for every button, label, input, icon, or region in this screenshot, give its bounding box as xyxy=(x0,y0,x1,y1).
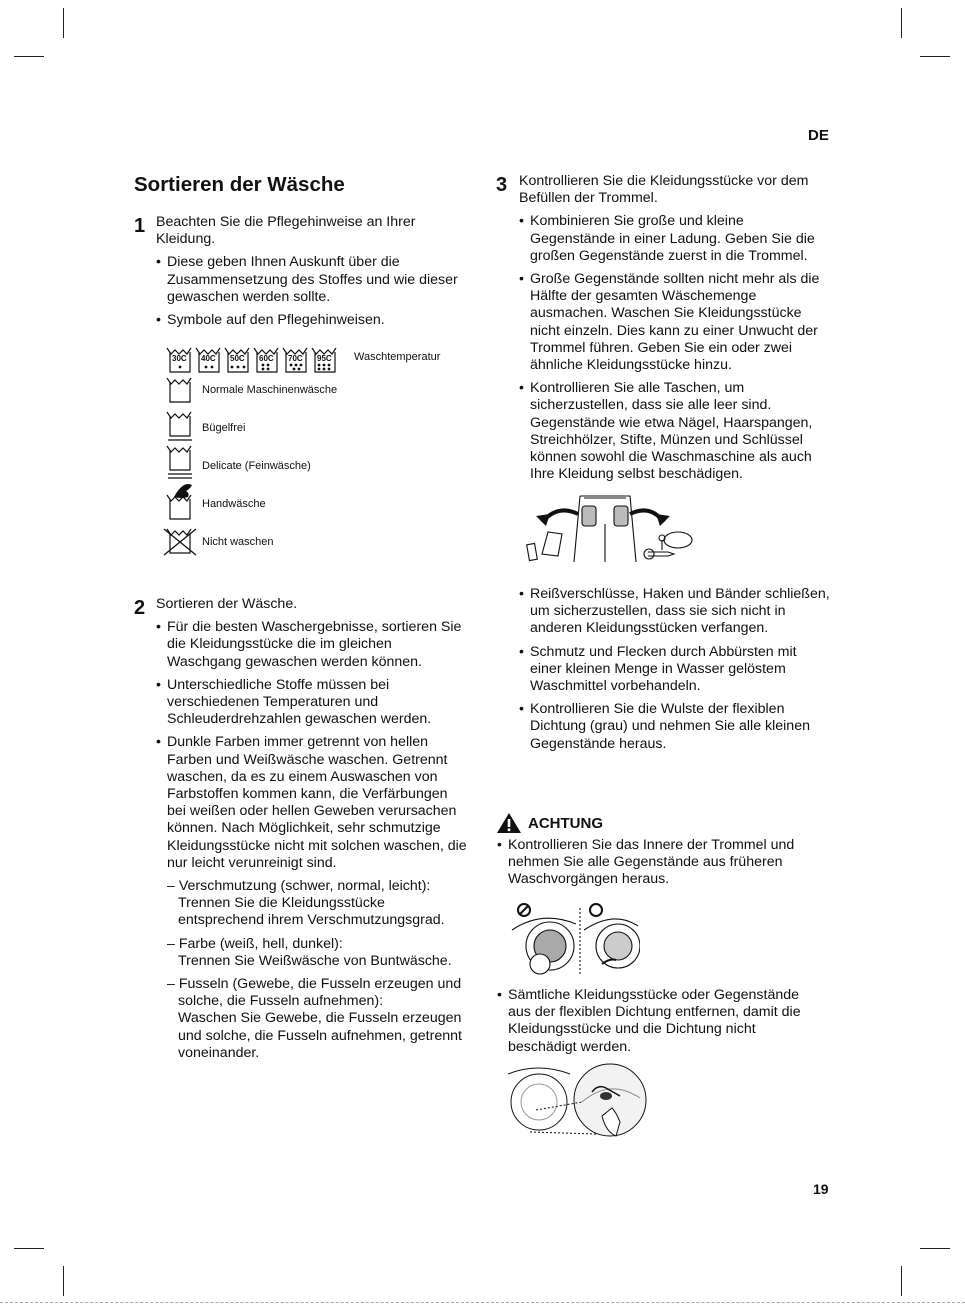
crop-mark xyxy=(14,1248,44,1249)
step2-text xyxy=(156,596,468,1062)
crop-mark xyxy=(63,1266,64,1296)
criterion-color-text: Trennen Sie Weißwäsche von Buntwäsche. xyxy=(178,952,452,969)
empty-pockets-illustration xyxy=(522,494,697,568)
step2-intro: Sortieren der Wäsche. xyxy=(156,596,298,612)
step3-intro: Kontrollieren Sie die Kleidungsstücke vor dem Befüllen der Trommel. xyxy=(519,173,809,207)
step-number: 3 xyxy=(496,174,508,196)
list-item: • Symbole auf den Pflegehinweisen. xyxy=(156,312,466,329)
criterion-soil-heading: – Verschmutzung (schwer, normal, leicht): xyxy=(167,878,431,895)
temp-label: 40C xyxy=(201,354,216,363)
caution-title: ACHTUNG xyxy=(528,814,603,832)
page-title: Sortieren der Wäsche xyxy=(134,173,345,196)
step3-text-a xyxy=(519,173,829,483)
step1-text xyxy=(156,214,466,329)
warning-icon xyxy=(496,812,522,834)
temp-label: 95C xyxy=(317,354,332,363)
delicate-label: Delicate (Feinwäsche) xyxy=(202,460,311,472)
list-item: • Sämtliche Kleidungsstücke oder Gegenstände aus der flexiblen Dichtung entfernen, damit die Kleidungsstücke und die Dichtung nicht beschädigt werden. xyxy=(497,987,817,1056)
drum-check-illustration xyxy=(510,900,640,978)
crop-mark xyxy=(920,56,950,57)
crop-mark xyxy=(14,56,44,57)
temp-label: 60C xyxy=(259,354,274,363)
list-item: • Für die besten Waschergebnisse, sortieren Sie die Kleidungsstücke die im gleichen Waschgang gewaschen werden können. xyxy=(156,619,468,671)
normal-wash-icon xyxy=(164,376,196,406)
delicate-icon xyxy=(164,444,196,482)
step-number: 1 xyxy=(134,215,146,237)
list-item: • Reißverschlüsse, Haken und Bänder schließen, um sicherzustellen, dass sie sich nicht in anderen Kleidungsstücken verfangen. xyxy=(519,586,831,638)
temp-caption: Waschtemperatur xyxy=(354,351,441,363)
crop-mark xyxy=(901,8,902,38)
do-not-wash-label: Nicht waschen xyxy=(202,536,274,548)
crop-mark xyxy=(901,1266,902,1296)
temp-label: 30C xyxy=(172,354,187,363)
page-number: 19 xyxy=(813,1181,829,1197)
trim-line xyxy=(0,1302,965,1303)
caution-heading xyxy=(496,812,603,834)
list-item: • Kombinieren Sie große und kleine Gegenstände in einer Ladung. Geben Sie die großen Gegenstände zuerst in die Trommel. xyxy=(519,213,829,265)
gasket-cleaning-illustration xyxy=(506,1062,651,1144)
caution-text-1 xyxy=(497,837,817,889)
hand-wash-icon xyxy=(164,481,198,521)
do-not-wash-icon xyxy=(162,527,198,557)
list-item: • Schmutz und Flecken durch Abbürsten mit einer kleinen Menge in Wasser gelöstem Waschmittel vorbehandeln. xyxy=(519,644,831,696)
temp-label: 50C xyxy=(230,354,245,363)
criterion-soil-text: Trennen Sie die Kleidungsstücke entsprechend ihrem Verschmutzungsgrad. xyxy=(178,895,445,929)
easy-care-icon xyxy=(164,410,196,444)
crop-mark xyxy=(920,1248,950,1249)
list-item: • Unterschiedliche Stoffe müssen bei verschiedenen Temperaturen und Schleuderdrehzahlen gewaschen werden. xyxy=(156,677,468,729)
list-item: • Kontrollieren Sie die Wulste der flexiblen Dichtung (grau) und nehmen Sie alle kleinen Gegenstände heraus. xyxy=(519,701,831,753)
temp-label: 70C xyxy=(288,354,303,363)
step3-text-b xyxy=(519,586,831,753)
list-item: • Große Gegenstände sollten nicht mehr als die Hälfte der gesamten Wäschemenge ausmachen. Waschen Sie Kleidungsstücke nicht einzeln. Dies kann zu einer Unwucht der Trommel führen. Geben Sie ein oder zwei ähnliche Kleidungsstücke hinzu. xyxy=(519,271,829,374)
sort-criteria xyxy=(156,878,468,1062)
language-label: DE xyxy=(808,127,829,144)
list-item: • Diese geben Ihnen Auskunft über die Zusammensetzung des Stoffes und wie dieser gewaschen werden sollte. xyxy=(156,254,466,306)
hand-wash-label: Handwäsche xyxy=(202,498,266,510)
criterion-lint-text: Waschen Sie Gewebe, die Fusseln erzeugen und solche, die Fusseln aufnehmen, getrennt voneinander. xyxy=(178,1010,462,1061)
criterion-lint-heading: – Fusseln (Gewebe, die Fusseln erzeugen und solche, die Fusseln aufnehmen): xyxy=(167,976,462,1010)
wash-temperature-icons xyxy=(164,342,344,376)
list-item: • Dunkle Farben immer getrennt von hellen Farben und Weißwäsche waschen. Getrennt waschen, da es zu einem Auswaschen von Farbstoffen kommen kann, die Verfärbungen bei weißen oder hellen Geweben verursachen können. Nach Möglichkeit, sehr schmutzige Kleidungsstücke nicht mit solchen waschen, die nur leicht verunreinigt sind. xyxy=(156,734,468,872)
caution-text-2 xyxy=(497,987,817,1056)
list-item: • Kontrollieren Sie alle Taschen, um sicherzustellen, dass sie alle leer sind. Gegenstände wie etwa Nägel, Haarspangen, Streichhölzer, Stifte, Münzen und Schlüssel können sowohl die Waschmaschine als auch Ihre Kleidung selbst beschädigen. xyxy=(519,380,829,483)
easy-care-label: Bügelfrei xyxy=(202,422,246,434)
list-item: • Kontrollieren Sie das Innere der Trommel und nehmen Sie alle Gegenstände aus früheren Waschvorgängen heraus. xyxy=(497,837,817,889)
criterion-color-heading: – Farbe (weiß, hell, dunkel): xyxy=(167,935,343,952)
crop-mark xyxy=(63,8,64,38)
normal-wash-label: Normale Maschinenwäsche xyxy=(202,384,338,396)
step1-intro: Beachten Sie die Pflegehinweise an Ihrer Kleidung. xyxy=(156,214,416,248)
step-number: 2 xyxy=(134,597,146,619)
